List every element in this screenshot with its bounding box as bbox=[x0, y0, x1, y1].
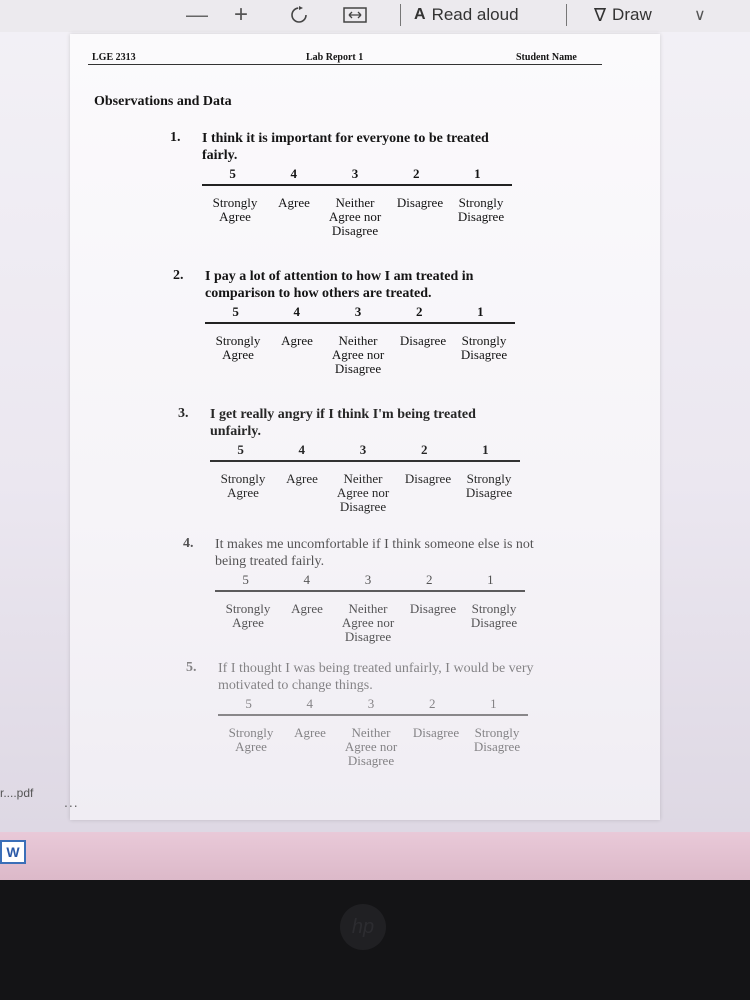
question-number: 2. bbox=[173, 268, 184, 283]
download-bar bbox=[0, 780, 750, 822]
hp-logo-icon: hp bbox=[340, 904, 386, 950]
label-neither: Neither Agree nor Disagree bbox=[336, 471, 390, 514]
question-number: 3. bbox=[178, 406, 189, 421]
scale-value: 4 bbox=[303, 572, 311, 587]
scale-value: 5 bbox=[229, 166, 236, 181]
read-aloud-button[interactable] bbox=[414, 0, 519, 30]
question-4 bbox=[183, 536, 545, 644]
student-name: Student Name bbox=[516, 52, 577, 63]
pdf-page bbox=[70, 34, 660, 820]
scale-value: 2 bbox=[412, 166, 420, 181]
draw-button[interactable] bbox=[594, 0, 652, 30]
scale-value: 4 bbox=[306, 696, 314, 711]
label-disagree: Disagree bbox=[399, 333, 447, 348]
read-aloud-label: Read aloud bbox=[431, 5, 519, 24]
scale-value: 3 bbox=[364, 572, 372, 587]
rating-scale bbox=[215, 572, 521, 588]
question-text: It makes me uncomfortable if I think someone else is not being treated fairly. bbox=[215, 537, 534, 569]
scale-value: 1 bbox=[490, 696, 497, 711]
question-text: I pay a lot of attention to how I am treated in comparison to how others are treated. bbox=[205, 269, 474, 301]
question-text: I get really angry if I think I'm being treated unfairly. bbox=[210, 407, 476, 439]
scale-value: 5 bbox=[232, 304, 239, 319]
label-agree: Agree bbox=[291, 601, 323, 616]
scale-value: 3 bbox=[354, 304, 362, 319]
label-strongly-disagree: Strongly Disagree bbox=[457, 195, 505, 224]
scale-value: 2 bbox=[420, 442, 428, 457]
question-3 bbox=[178, 406, 540, 514]
scale-value: 5 bbox=[237, 442, 244, 457]
label-agree: Agree bbox=[286, 471, 318, 486]
label-agree: Agree bbox=[278, 195, 310, 210]
section-title: Observations and Data bbox=[94, 94, 232, 109]
label-disagree: Disagree bbox=[404, 471, 452, 486]
draw-label: Draw bbox=[612, 5, 652, 24]
scale-labels bbox=[218, 726, 528, 768]
scale-value: 4 bbox=[293, 304, 301, 319]
plus-icon: + bbox=[234, 1, 249, 28]
question-2 bbox=[173, 268, 535, 376]
scale-value: 1 bbox=[487, 572, 494, 587]
report-title: Lab Report 1 bbox=[306, 52, 364, 63]
label-neither: Neither Agree nor Disagree bbox=[331, 333, 385, 376]
rating-scale bbox=[202, 166, 508, 182]
question-number: 5. bbox=[186, 660, 197, 675]
course-code: LGE 2313 bbox=[92, 52, 136, 63]
label-agree: Agree bbox=[281, 333, 313, 348]
question-5 bbox=[186, 660, 548, 768]
label-strongly-agree: Strongly Agree bbox=[225, 601, 271, 630]
word-app-icon[interactable]: W bbox=[0, 840, 26, 864]
header-rule bbox=[88, 64, 602, 65]
scale-value: 3 bbox=[359, 442, 367, 457]
fit-page-button[interactable] bbox=[342, 0, 368, 30]
download-more-button[interactable]: ... bbox=[64, 794, 79, 810]
label-strongly-disagree: Strongly Disagree bbox=[460, 333, 508, 362]
scale-value: 1 bbox=[477, 304, 484, 319]
download-file-name[interactable]: r....pdf bbox=[0, 786, 34, 800]
label-strongly-agree: Strongly Agree bbox=[215, 333, 261, 362]
scale-labels bbox=[210, 472, 520, 514]
scale-value: 3 bbox=[367, 696, 375, 711]
label-agree: Agree bbox=[294, 725, 326, 740]
toolbar-divider bbox=[400, 4, 401, 26]
scale-value: 5 bbox=[245, 696, 252, 711]
label-strongly-disagree: Strongly Disagree bbox=[465, 471, 513, 500]
scale-value: 2 bbox=[428, 696, 436, 711]
zoom-in-button[interactable] bbox=[234, 0, 248, 30]
toolbar-divider bbox=[566, 4, 567, 26]
scale-value: 1 bbox=[474, 166, 481, 181]
label-neither: Neither Agree nor Disagree bbox=[341, 601, 395, 644]
label-strongly-agree: Strongly Agree bbox=[220, 471, 266, 500]
question-number: 1. bbox=[170, 130, 181, 145]
label-neither: Neither Agree nor Disagree bbox=[344, 725, 398, 768]
zoom-out-button[interactable] bbox=[186, 0, 208, 30]
scale-value: 5 bbox=[242, 572, 249, 587]
read-aloud-icon: A bbox=[414, 6, 426, 23]
scale-labels bbox=[202, 196, 512, 238]
scale-line bbox=[202, 184, 512, 186]
scale-line bbox=[215, 590, 525, 592]
draw-icon: ∇ bbox=[594, 4, 607, 25]
label-strongly-disagree: Strongly Disagree bbox=[473, 725, 521, 754]
pdf-toolbar bbox=[0, 0, 750, 32]
question-1 bbox=[170, 130, 532, 238]
label-disagree: Disagree bbox=[396, 195, 444, 210]
scale-line bbox=[205, 322, 515, 324]
scale-value: 2 bbox=[425, 572, 433, 587]
scale-value: 2 bbox=[415, 304, 423, 319]
rotate-button[interactable] bbox=[288, 0, 310, 30]
scale-value: 4 bbox=[290, 166, 298, 181]
question-number: 4. bbox=[183, 536, 194, 551]
scale-line bbox=[218, 714, 528, 716]
fit-page-icon bbox=[342, 5, 368, 25]
label-neither: Neither Agree nor Disagree bbox=[328, 195, 382, 238]
scale-value: 4 bbox=[298, 442, 306, 457]
question-text: I think it is important for everyone to be treated fairly. bbox=[202, 131, 489, 163]
scale-labels bbox=[205, 334, 515, 376]
scale-value: 1 bbox=[482, 442, 489, 457]
taskbar bbox=[0, 832, 750, 880]
rating-scale bbox=[210, 442, 516, 458]
rating-scale bbox=[218, 696, 524, 712]
label-strongly-agree: Strongly Agree bbox=[228, 725, 274, 754]
scale-labels bbox=[215, 602, 525, 644]
rating-scale bbox=[205, 304, 511, 320]
scale-line bbox=[210, 460, 520, 462]
minus-icon: — bbox=[186, 2, 208, 27]
chevron-down-icon: ∨ bbox=[694, 7, 706, 24]
question-text: If I thought I was being treated unfairly, I would be very motivated to change things. bbox=[218, 661, 534, 693]
label-disagree: Disagree bbox=[412, 725, 460, 740]
label-disagree: Disagree bbox=[409, 601, 457, 616]
scale-value: 3 bbox=[351, 166, 359, 181]
label-strongly-agree: Strongly Agree bbox=[212, 195, 258, 224]
label-strongly-disagree: Strongly Disagree bbox=[470, 601, 518, 630]
draw-options-button[interactable] bbox=[694, 0, 706, 30]
rotate-icon bbox=[288, 4, 310, 26]
